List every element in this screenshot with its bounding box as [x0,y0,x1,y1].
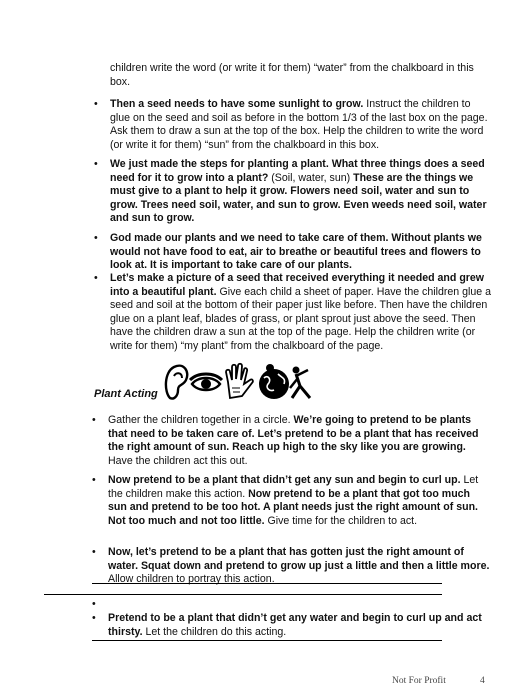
bullet-gather-circle-text-2: Have the children act this out. [108,454,248,467]
senses-icons [162,362,312,402]
eye-icon [190,374,222,390]
ear-icon [166,366,187,399]
bullet-gather-circle-bold: We’re going to pretend to be plants that need to be taken care of. Let’s pretend to be a plant that has received the right amount of sun. Reach up high to the sky like you are growing. [108,414,479,454]
hand-icon [226,364,253,398]
bullet-three-things-bold-2: These are the things we must give to a plant to help it grow. Flowers need soil, water and sun to grow. Trees need soil, water, and sun to grow. Even weeds need soil, water and sun to grow. [110,171,487,225]
intro-continuation [110,62,490,89]
bullet-make-picture-text: Give each child a sheet of paper. Have the children glue a seed and soil at the bottom of their paper just like before. Then have the children glue on a plant leaf, blades of grass, or plant sprout just above the seed. Then have the children draw a sun at the top of the page. Help the children write (or write for them) “my plant” from the chalkboard of the page. [110,285,491,352]
bullet-no-sun-bold: Now pretend to be a plant that didn’t get any sun and begin to curl up. [108,474,461,486]
divider-line-1 [92,583,442,584]
page-number: 4 [480,676,485,686]
intro-line-2: box. [110,75,131,88]
bullet-no-sun-bold-2: Now pretend to be a plant that got too much sun and pretend to be too hot. A plant needs just the right amount of sun. Not too much and not too little. [108,487,478,527]
globe-icon [259,364,289,399]
bullet-marker: • [94,98,98,110]
bullet-sunlight-bold: Then a seed needs to have some sunlight to grow. [110,98,364,110]
bullet-no-sun-text-2: Give time for the children to act. [264,514,418,527]
bullet-marker: • [92,474,96,486]
bullet-three-things-text: (Soil, water, sun) [268,171,354,184]
senses-icons-svg [162,362,312,402]
bullet-marker: • [92,414,96,426]
intro-line-1: children write the word (or write it for them) “water” from the chalkboard in this [110,62,474,74]
bullet-gather-circle-text: Gather the children together in a circle. [108,414,294,426]
bullet-no-water-bold: Pretend to be a plant that didn’t get any water and begin to curl up and act thirsty. [108,612,482,638]
bullet-god-made-plants-bold: God made our plants and we need to take care of them. Without plants we would not have food to eat, air to breathe or beautiful trees and flowers to look at. It is important to take care of our plants. [110,232,482,272]
bullet-marker: • [92,598,96,610]
bullet-marker: • [94,158,98,170]
bullet-no-sun-text: Let the children make this action. [108,474,479,500]
bullet-no-water-text: Let the children do this acting. [142,625,287,638]
divider-line-2 [44,594,442,595]
footer-text: Not For Profit [392,676,446,686]
stretching-figure-icon [290,367,310,399]
bullet-marker: • [94,272,98,284]
bullet-three-things-bold: We just made the steps for planting a plant. What three things does a seed need for it to grow into a plant? [110,158,485,184]
divider-line-3 [92,640,442,641]
bullet-marker: • [92,612,96,624]
bullet-sunlight-text: Instruct the children to glue on the seed and soil as before in the bottom 1/3 of the last box on the page. Ask them to draw a sun at the top of the box. Help the children to write the word (or write it for them) “sun” from the chalkboard in this box. [110,98,488,151]
bullet-marker: • [94,232,98,244]
bullet-marker: • [92,546,96,558]
section-heading-plant-acting: Plant Acting [94,388,158,400]
bullet-right-water-bold: Now, let’s pretend to be a plant that has gotten just the right amount of water. Squat down and pretend to grow up just a little and then a little more. [108,546,490,572]
bullet-make-picture-bold: Let’s make a picture of a seed that received everything it needed and grew into a beautiful plant. [110,272,485,298]
bullet-right-water-text: Allow children to portray this action. [108,573,275,586]
